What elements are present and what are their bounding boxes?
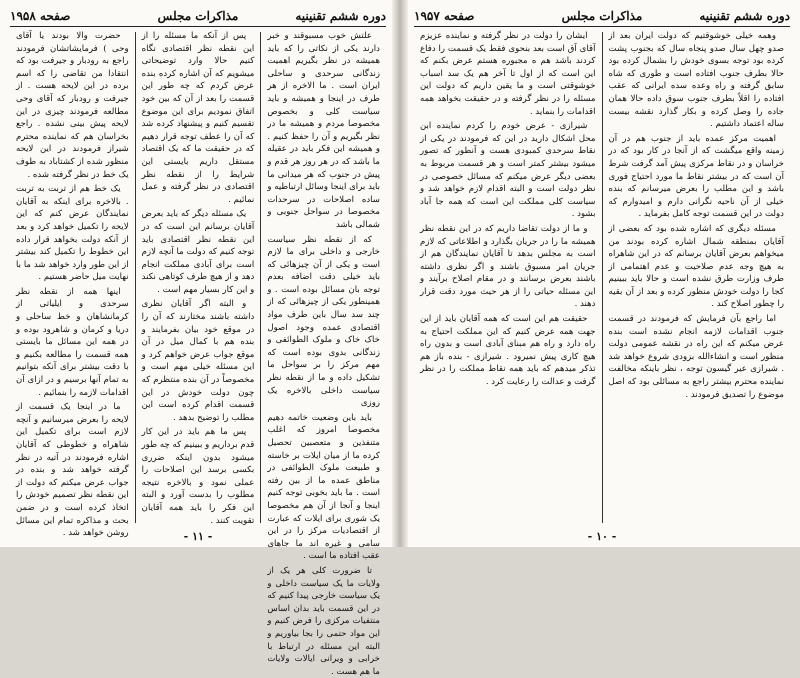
paragraph: ما در اینجا یک قسمت از لایحه را بعرض میرسانیم و آنچه لازم است برای تکمیل این شاهراه و خطوطی که آقایان اشاره فرمودند در آتیه در نظر گرفته خواهد شد و بنده در جواب عرض میکنم که دولت از این نقطه نظر تصمیم خودش را اتخاذ کرده است و در ضمن بحث و مذاکره تمام این مسائل روشن خواهد شد . xyxy=(15,402,129,539)
column-divider xyxy=(602,32,603,523)
header-page-label: صفحه ۱۹۵۸ xyxy=(10,9,71,23)
header-journal-title: دوره ششم تقنینیه xyxy=(295,9,386,23)
page-number: - ۱۰ - xyxy=(587,530,617,543)
paragraph: حضرت والا بودند یا آقای وحی ) فرمایشاتشان فرمودند راجع به رودبار و جیرفت بود که انتقادا من تقاضی را که اسم برده در این لایحه هست . از جیرفت و رودبار که آقای وحی مطالعه فرمودند چیزی در این لایحه پیش بینی نشده . راجع بخراسان هم که نماینده محترم شیراز فرمودند در این لایحه منظور شده از کشتاباد به طوف یک خط در نظر گرفته شده . xyxy=(15,31,129,180)
paragraph: اهمیت مرکز عمده باید از جنوب هم در آن زمینه واقع میگشت که از آنجا در کار بود که در خراسان و در نقاط مرکزی پیش آمد گرفت شرط آن است که در بیشتر نقاط ما مورد احتیاج فوری باشد و این مطلب را بعرض میرسانم که بنده خیلی از آن ناحیه نگرانی دارم و امیدوارم که دولت در این قسمت توجه کامل بفرماید . xyxy=(608,133,784,220)
paragraph: یک خط هم از تربت به تربت . بالاخره برای اینکه به آقایان نمایندگان عرض کنم که این لایحه را تکمیل خواهد کرد و بعد از آنکه دولت بخواهد قرار داده این خطوط را تکمیل کند بیشتر از این طور وارد خواهد شد ما با نهایت میل حاضر هستیم . xyxy=(15,184,129,283)
paragraph: اینها همه از نقطه نظر سرحدی و ایلیاتی از کرمانشاهان و خط ساحلی و دریا و کرمان و شاهرود بوده و در همه این مسائل ما بایستی همه قسمت را مطالعه بکنیم و با دقت بیشتر برای آنکه بتوانیم به تمام آنها برسیم و در ازای آن اقدامات لازمه را بنمائیم . xyxy=(15,286,129,398)
paragraph: و ما از دولت تقاضا داریم که در این نقطه نظر همیشه ما را در جریان بگذارد و اطلاعاتی که لازم است به مجلس بدهد تا آقایان نمایندگان هم از جریان امر مسبوق باشند و اگر نظری داشته باشند بعرض برسانند و در مقام اصلاح برآیند و این مسئله حیاتی را از هر حیث مورد دقت قرار دهند . xyxy=(420,223,596,310)
text-columns xyxy=(414,30,790,525)
paragraph: پس ما هم باید در این کار قدم برداریم و ببینیم که چه طور میشود بدون اینکه ضرری بکسی برسد این اصلاحات را عملی نمود و بالاخره نتیجه مطلوب را بدست آورد و البته این فکر را باید همه آقایان تقویت کنند . xyxy=(141,427,255,526)
page-header xyxy=(10,6,386,27)
column-right xyxy=(603,30,791,525)
column-divider xyxy=(260,32,261,523)
paragraph: حقیقت هم این است که همه آقایان باید از این جهت همه عرض کنیم که این مملکت احتیاج به راه دارد و راه هم مبنای آبادی است و بدون راه هیچ کاری پیش نمیرود . شیرازی - بنده باز هم تذکر میدهم که باید همه نقاط مملکت را در نظر گرفت و عدالت را رعایت کرد . xyxy=(420,314,596,388)
header-journal-title: دوره ششم تقنینیه xyxy=(699,9,790,23)
paragraph: و البته اگر آقایان نظری داشته باشند مختارند که آن را در موقع خود بیان بفرمایند و بنده هم با کمال میل در آن موقع جواب عرض خواهم کرد و این مسئله خیلی مهم است و مخصوصاً در آن بنده منتظرم که چون دولت خودش در این قسمت اقدام کرده است این مطلب را توضیح بدهد . xyxy=(141,299,255,423)
paragraph: مسئله دیگری که اشاره شده بود که بعضی از آقایان بمنطقه شمال اشاره کرده بودند من میخواهم بعرض آقایان برسانم که در این شاهراه به هیچ وجه عدم صلاحیت و عدم اهتمامی از طرف وزارت طرق نشده است و حالا باید ببینیم کجا را دولت خودش منظور کرده و بعد از آن بقیه را چطور اصلاح کند . xyxy=(608,223,784,310)
column-divider xyxy=(135,32,136,523)
header-center-title: مذاکرات مجلس xyxy=(157,9,239,23)
page-header xyxy=(414,6,790,27)
paragraph: پس از آنکه ما مسئله را از این نقطه نظر اقتصادی نگاه کنیم حالا وارد توضیحاتی میشویم که آن اشاره کرده بنده عرض کردم که چه طور این قسمت را بعد از آن که بین خود اتفاق نمودیم برای این موضوع تقسیم کنیم و پیشنهاد کرده شد که آن را عطف توجه قرار دهیم که در حقیقت ما که یک اقتصاد مستقل داریم بایستی این شرایط را از نقطه نظر اقتصادی در نظر گرفته و عمل نمائیم . xyxy=(141,31,255,205)
paragraph: شیرازی - عرض خودم را کردم نماینده ابن محل اشکال دارید در این که فرمودند در یکی از نقاط سرحدی کمبودی هست و آنطور که تصور میشود بیشتر کمتر است و هر قسمت مربوط به بعضی دیگر عرض میکنم که مسائل خصوصی در نظر دولت است و البته اقدام لازم خواهد شد و سیاست کلی مملکت این است که همه جا آباد بشود . xyxy=(420,121,596,220)
paragraph: ایشان را دولت در نظر گرفته و نماینده عزیزم آقای آق است بعد بنحوی فقط یک قسمت را دفاع کردند باشد هم ه مجبوره هستم عرض بکنم که این است که از اول تا آخر هم یک سد اسباب خوشوقتی است و ما یقین داریم که دولت این مسئله را در نظر گرفته و در حقیقت بخواهد همه اقدامات را بنماید . xyxy=(420,31,596,117)
page-number: - ۱۱ - xyxy=(183,530,213,543)
column-left xyxy=(414,30,602,525)
header-page-label: صفحه ۱۹۵۷ xyxy=(414,9,475,23)
column-right xyxy=(261,30,386,677)
left-page xyxy=(4,0,392,677)
paragraph: باید باین وضعیت خاتمه دهیم مخصوصا امروز که اغلب متنفذین و متعصبین تحصیل کرده ما از میان ایلات بر خاسته و طبیعت ملوک الطوائفی در مناطق عمده ما از بین رفته است . ما باید بخوبی توجه کنیم اینجا و آنجا از آن هم مخصوصا یک شوری برای ایلات که عبارت از اقتصادیات مرکز را در این سامی و غیره اند ما جاهای عقب افتاده ما است . xyxy=(267,412,380,562)
paragraph: وهمه خیلی خوشوقتیم که دولت ایران بعد از صدو چهل سال صدو پنجاه سال که بجنوب پشت کرده بود توجه بسوی خودش را بشمال کرده بود حالا بطرف جنوب افتاده است و طوری که شاه سابق گرفته و راه وعده سده ایرانی که عقب افتاده را اقلاً بطرف جنوب سوق داده حالا همان جاده را وصل کرده و بکار گذارد نقشه بیست ساله اعتماد داشتیم . xyxy=(608,31,784,130)
column-middle xyxy=(136,30,261,525)
paragraph: علتش خوب مسبوقند و خبر دارند یکی از نکاتی را که باید همیشه در نظر بگیریم اهمیت زندگانی سرحدی و ساحلی ایران است . ما الاخره از هر طرف در اینجا و همیشه و باید سیاست کلی و بخصوص مخصوصا مردم و همیشه ما در نظر بگیریم و آن را حفظ کنیم . و همیشه این فکر باید در عقیله ما باشد که در هر روز هر قدم و پیش در جنوب که هر میدانی ما باید برای اینجا وسائل ارتباطیه و ساده اصلاحات در سرحدات مخصوصا در سواحل جنوبی و شمالی باشد xyxy=(267,31,380,230)
paragraph: یک مسئله دیگر که باید بعرض آقایان برسانم این است که در این نقطه نظر اقتصادی باید توجه کنیم که دولت ما آنچه لازم است برای آبادی مملکت انجام دهد و از هیچ طرف کوتاهی نکند و این کار بسیار مهم است . xyxy=(141,209,255,295)
header-center-title: مذاکرات مجلس xyxy=(561,9,643,23)
book-gutter xyxy=(392,0,408,547)
paragraph: که از نقطه نظر سیاست خارجی و داخلی برای ما لازم است و یکی از آن چیزهائی که باید خیلی دقت اضافه بعدم توجه بان مسائل بوده است . و همینطور یکی از چیزهائی که از چند سد سال باین طرف مواد اقتصادی عمده وجود اصول خاک خاک و ملوک الطوائفی و زندگانی بدوی بوده است که مهم مرکز را بر سواحل ما تشکیل داده و ما از نقطه نظر سیاست داخلی بالاخره یک روزی xyxy=(267,234,380,409)
paragraph: اما راجع بآن فرمایش که فرمودند در قسمت جنوب اقدامات لازمه انجام نشده است بنده عرض میکنم که این راه در نقشه عمومی دولت منظور است و انشاءالله بزودی شروع خواهد شد . شیرازی عیر گیسون توجه ، نظر باینکه مخالفت نماینده محترم بیشتر راجع به مسائلی بود که اصل موضوع را تصدیق فرمودند . xyxy=(608,314,784,400)
right-page xyxy=(408,0,796,547)
paragraph: تا ضرورت کلی هر یک از ولایات ما یک سیاست داخلی و یک سیاست خارجی پیدا کنیم که در این قسمت باید بدان اساس منتفیات مرکزی را فرض کنیم و این مواد حتمی را بجا بیاوریم و البته این مسئله در ارتباط با خرابی و ویرانی ایالات ولایات ما هم هست . xyxy=(267,565,380,677)
column-left xyxy=(10,30,135,539)
